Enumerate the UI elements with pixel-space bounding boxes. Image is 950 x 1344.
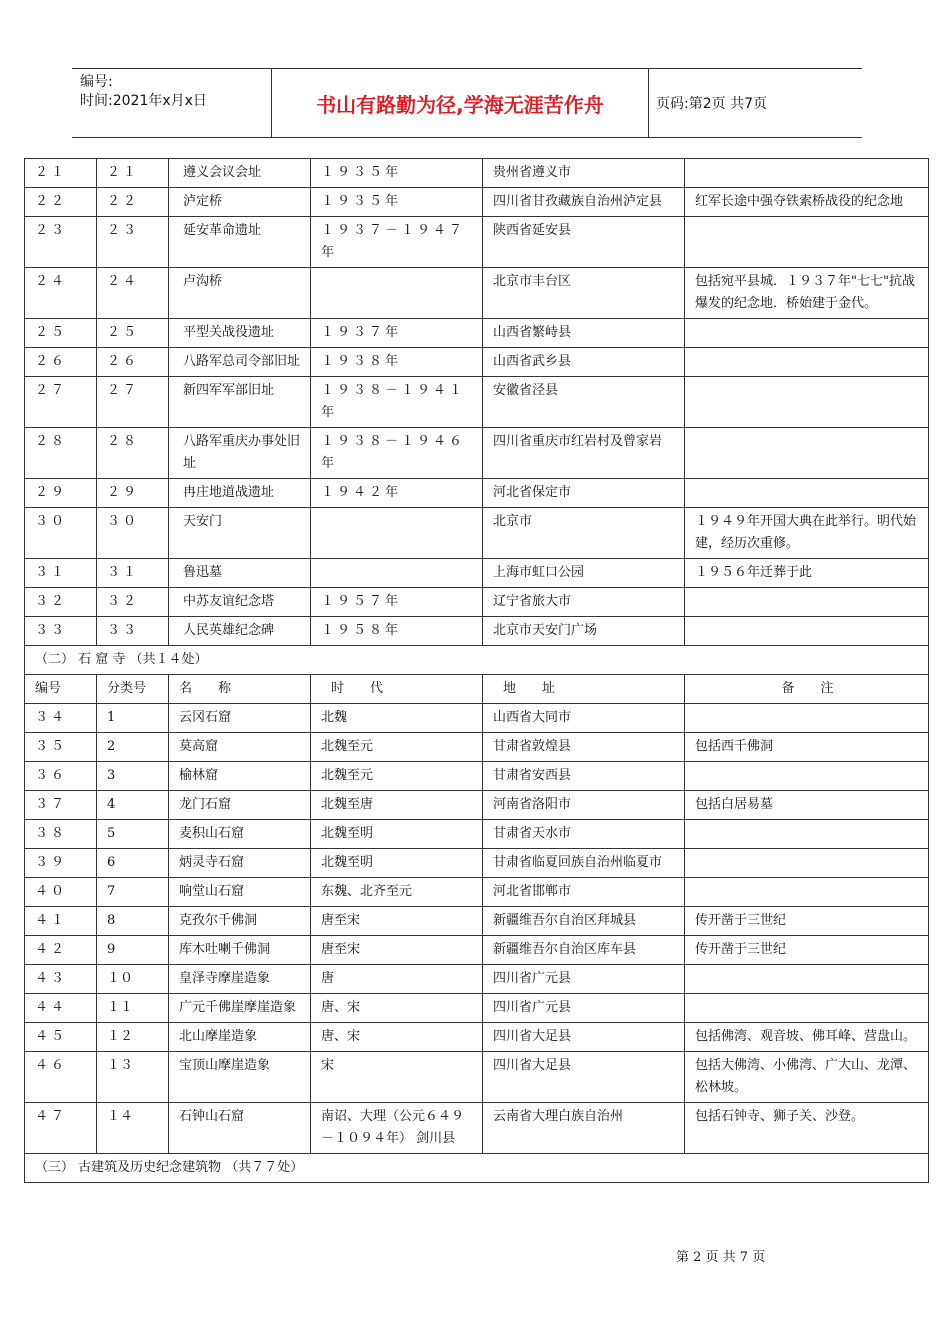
cell-note xyxy=(685,319,929,348)
cell-name: 龙门石窟 xyxy=(169,791,311,820)
cell-name: 卢沟桥 xyxy=(169,268,311,319)
cell-addr: 云南省大理白族自治州 xyxy=(483,1103,685,1154)
cell-cat: ３３ xyxy=(97,617,169,646)
header-page-label: 页码:第2页 共7页 xyxy=(656,96,767,112)
cell-addr: 四川省大足县 xyxy=(483,1052,685,1103)
cell-era: １９５８年 xyxy=(311,617,483,646)
table-row xyxy=(25,762,929,791)
cell-note xyxy=(685,217,929,268)
col-no-header: 编号 xyxy=(25,675,97,704)
cell-no: ３３ xyxy=(25,617,97,646)
header-meta xyxy=(72,69,272,137)
cell-cat: １０ xyxy=(97,965,169,994)
cell-addr: 四川省大足县 xyxy=(483,1023,685,1052)
cell-note xyxy=(685,588,929,617)
cell-era: １９４２年 xyxy=(311,479,483,508)
cell-note xyxy=(685,849,929,878)
cell-cat: 5 xyxy=(97,820,169,849)
cell-no: ２３ xyxy=(25,217,97,268)
table-row xyxy=(25,1023,929,1052)
cell-note: 包括白居易墓 xyxy=(685,791,929,820)
cell-no: ３６ xyxy=(25,762,97,791)
cell-addr: 陕西省延安县 xyxy=(483,217,685,268)
cell-cat: ２５ xyxy=(97,319,169,348)
table-row xyxy=(25,704,929,733)
cell-addr: 新疆维吾尔自治区库车县 xyxy=(483,936,685,965)
cell-no: ３４ xyxy=(25,704,97,733)
cell-era: 北魏至唐 xyxy=(311,791,483,820)
table-row xyxy=(25,1103,929,1154)
cell-cat: ２９ xyxy=(97,479,169,508)
section-3-title: （三） 古建筑及历史纪念建筑物 （共７７处） xyxy=(25,1154,929,1183)
cell-note xyxy=(685,820,929,849)
cell-no: ４７ xyxy=(25,1103,97,1154)
table-row xyxy=(25,319,929,348)
cell-name: 石钟山石窟 xyxy=(169,1103,311,1154)
page-footer: 第 2 页 共 7 页 xyxy=(676,1250,766,1265)
cell-era: １９３７年 xyxy=(311,319,483,348)
cell-cat: １２ xyxy=(97,1023,169,1052)
table-row xyxy=(25,188,929,217)
cell-name: 榆林窟 xyxy=(169,762,311,791)
cell-note: 包括佛湾、观音坡、佛耳峰、营盘山。 xyxy=(685,1023,929,1052)
cell-cat: 6 xyxy=(97,849,169,878)
cell-no: ２８ xyxy=(25,428,97,479)
cell-cat: １１ xyxy=(97,994,169,1023)
cell-no: ２６ xyxy=(25,348,97,377)
table-row xyxy=(25,479,929,508)
cell-note xyxy=(685,762,929,791)
table-row xyxy=(25,508,929,559)
cell-no: ４３ xyxy=(25,965,97,994)
col-note-header: 备 注 xyxy=(685,675,929,704)
column-header-row xyxy=(25,675,929,704)
cell-era: １９３８－１９４１年 xyxy=(311,377,483,428)
cell-era: １９５７年 xyxy=(311,588,483,617)
table-row xyxy=(25,217,929,268)
cell-note: 红军长途中强夺铁索桥战役的纪念地 xyxy=(685,188,929,217)
cell-no: ４２ xyxy=(25,936,97,965)
cell-addr: 四川省广元县 xyxy=(483,994,685,1023)
cell-name: 泸定桥 xyxy=(169,188,311,217)
table-row xyxy=(25,907,929,936)
table-row xyxy=(25,588,929,617)
cell-no: ３７ xyxy=(25,791,97,820)
cell-name: 库木吐喇千佛洞 xyxy=(169,936,311,965)
cell-note xyxy=(685,159,929,188)
cell-era: 宋 xyxy=(311,1052,483,1103)
cell-name: 响堂山石窟 xyxy=(169,878,311,907)
cell-note: １９４９年开国大典在此举行。明代始建，经历次重修。 xyxy=(685,508,929,559)
cell-no: ３２ xyxy=(25,588,97,617)
cell-no: ２９ xyxy=(25,479,97,508)
table-row xyxy=(25,559,929,588)
cell-note: 传开凿于三世纪 xyxy=(685,936,929,965)
cell-no: ２１ xyxy=(25,159,97,188)
cell-cat: 3 xyxy=(97,762,169,791)
cell-addr: 北京市丰台区 xyxy=(483,268,685,319)
cell-cat: ３２ xyxy=(97,588,169,617)
cell-note: 包括西千佛洞 xyxy=(685,733,929,762)
cell-note: 包括石钟寺、狮子关、沙登。 xyxy=(685,1103,929,1154)
cell-addr: 上海市虹口公园 xyxy=(483,559,685,588)
table-row xyxy=(25,965,929,994)
table-row xyxy=(25,617,929,646)
cell-cat: 2 xyxy=(97,733,169,762)
cell-addr: 四川省甘孜藏族自治州泸定县 xyxy=(483,188,685,217)
cell-era: 北魏至明 xyxy=(311,849,483,878)
cell-note xyxy=(685,348,929,377)
cell-name: 八路军总司令部旧址 xyxy=(169,348,311,377)
cell-note xyxy=(685,878,929,907)
cell-no: ２４ xyxy=(25,268,97,319)
table-row xyxy=(25,820,929,849)
cell-name: 遵义会议会址 xyxy=(169,159,311,188)
cell-addr: 新疆维吾尔自治区拜城县 xyxy=(483,907,685,936)
col-addr-header: 地 址 xyxy=(483,675,685,704)
cell-addr: 甘肃省敦煌县 xyxy=(483,733,685,762)
table-row xyxy=(25,994,929,1023)
cell-no: ４５ xyxy=(25,1023,97,1052)
cell-era xyxy=(311,559,483,588)
cell-cat: ３０ xyxy=(97,508,169,559)
table-body-grottoes xyxy=(25,704,929,1154)
table-row xyxy=(25,428,929,479)
cell-cat: 4 xyxy=(97,791,169,820)
cell-addr: 四川省重庆市红岩村及曾家岩 xyxy=(483,428,685,479)
cell-cat: 1 xyxy=(97,704,169,733)
col-era-header: 时 代 xyxy=(311,675,483,704)
cell-name: 平型关战役遗址 xyxy=(169,319,311,348)
cell-no: ４０ xyxy=(25,878,97,907)
cell-name: 广元千佛崖摩崖造象 xyxy=(169,994,311,1023)
cell-no: ３８ xyxy=(25,820,97,849)
cell-name: 冉庄地道战遗址 xyxy=(169,479,311,508)
cell-cat: ２３ xyxy=(97,217,169,268)
cell-addr: 河南省洛阳市 xyxy=(483,791,685,820)
cell-cat: 7 xyxy=(97,878,169,907)
cell-note xyxy=(685,479,929,508)
cell-cat: 8 xyxy=(97,907,169,936)
cell-era: 北魏至元 xyxy=(311,762,483,791)
table-row xyxy=(25,377,929,428)
cell-name: 麦积山石窟 xyxy=(169,820,311,849)
cell-no: ２２ xyxy=(25,188,97,217)
cell-no: ２７ xyxy=(25,377,97,428)
cell-era: １９３５年 xyxy=(311,188,483,217)
cell-cat: 9 xyxy=(97,936,169,965)
section-2-header xyxy=(25,646,929,704)
cell-addr: 安徽省泾县 xyxy=(483,377,685,428)
cell-name: 宝顶山摩崖造象 xyxy=(169,1052,311,1103)
cell-name: 中苏友谊纪念塔 xyxy=(169,588,311,617)
cell-note xyxy=(685,704,929,733)
cell-era: １９３５年 xyxy=(311,159,483,188)
cell-era: 北魏至明 xyxy=(311,820,483,849)
cell-era: 唐至宋 xyxy=(311,907,483,936)
cell-note xyxy=(685,377,929,428)
cell-cat: ２７ xyxy=(97,377,169,428)
cell-era xyxy=(311,268,483,319)
cell-addr: 贵州省遵义市 xyxy=(483,159,685,188)
cell-era: １９３７－１９４７年 xyxy=(311,217,483,268)
cell-name: 克孜尔千佛洞 xyxy=(169,907,311,936)
table-row xyxy=(25,268,929,319)
cell-no: ３５ xyxy=(25,733,97,762)
cell-addr: 山西省大同市 xyxy=(483,704,685,733)
table-row xyxy=(25,936,929,965)
cell-era: １９３８年 xyxy=(311,348,483,377)
cell-no: ３０ xyxy=(25,508,97,559)
time-label: 时间:2021年x月x日 xyxy=(80,93,207,109)
number-label: 编号: xyxy=(80,74,113,90)
cell-name: 北山摩崖造象 xyxy=(169,1023,311,1052)
table-row xyxy=(25,159,929,188)
col-name-header: 名 称 xyxy=(169,675,311,704)
cell-note: １９５６年迁葬于此 xyxy=(685,559,929,588)
cell-era: １９３８－１９４６年 xyxy=(311,428,483,479)
cell-addr: 甘肃省临夏回族自治州临夏市 xyxy=(483,849,685,878)
cell-no: ４１ xyxy=(25,907,97,936)
cell-addr: 甘肃省安西县 xyxy=(483,762,685,791)
cell-note xyxy=(685,617,929,646)
cell-addr: 山西省繁峙县 xyxy=(483,319,685,348)
table-row xyxy=(25,791,929,820)
cell-name: 天安门 xyxy=(169,508,311,559)
cell-era: 北魏至元 xyxy=(311,733,483,762)
page-header xyxy=(72,68,862,138)
cell-note: 包括宛平县城．１９３７年"七七"抗战爆发的纪念地．桥始建于金代。 xyxy=(685,268,929,319)
cell-name: 延安革命遗址 xyxy=(169,217,311,268)
cell-addr: 河北省保定市 xyxy=(483,479,685,508)
section-2-title: （二） 石 窟 寺 （共１４处） xyxy=(25,646,929,675)
cell-no: ３９ xyxy=(25,849,97,878)
cell-addr: 山西省武乡县 xyxy=(483,348,685,377)
cell-cat: ２１ xyxy=(97,159,169,188)
cell-cat: ２８ xyxy=(97,428,169,479)
table-row xyxy=(25,849,929,878)
cell-cat: ２２ xyxy=(97,188,169,217)
cell-addr: 北京市 xyxy=(483,508,685,559)
cell-note xyxy=(685,428,929,479)
cell-addr: 四川省广元县 xyxy=(483,965,685,994)
cell-cat: １４ xyxy=(97,1103,169,1154)
cell-cat: ３１ xyxy=(97,559,169,588)
table-row xyxy=(25,1052,929,1103)
cell-note: 包括大佛湾、小佛湾、广大山、龙潭、松林坡。 xyxy=(685,1052,929,1103)
cell-note xyxy=(685,994,929,1023)
col-cat-header: 分类号 xyxy=(97,675,169,704)
cell-name: 人民英雄纪念碑 xyxy=(169,617,311,646)
cell-name: 云冈石窟 xyxy=(169,704,311,733)
cell-no: ４４ xyxy=(25,994,97,1023)
cell-era xyxy=(311,508,483,559)
cell-name: 炳灵寺石窟 xyxy=(169,849,311,878)
cell-no: ２５ xyxy=(25,319,97,348)
cell-addr: 北京市天安门广场 xyxy=(483,617,685,646)
cell-era: 唐、宋 xyxy=(311,1023,483,1052)
heritage-table xyxy=(24,158,929,1183)
cell-cat: ２４ xyxy=(97,268,169,319)
cell-addr: 河北省邯郸市 xyxy=(483,878,685,907)
table-row xyxy=(25,348,929,377)
cell-name: 莫高窟 xyxy=(169,733,311,762)
cell-cat: １３ xyxy=(97,1052,169,1103)
cell-era: 北魏 xyxy=(311,704,483,733)
cell-addr: 甘肃省天水市 xyxy=(483,820,685,849)
cell-name: 鲁迅墓 xyxy=(169,559,311,588)
cell-cat: ２６ xyxy=(97,348,169,377)
cell-era: 唐至宋 xyxy=(311,936,483,965)
cell-name: 皇泽寺摩崖造象 xyxy=(169,965,311,994)
cell-era: 东魏、北齐至元 xyxy=(311,878,483,907)
cell-name: 新四军军部旧址 xyxy=(169,377,311,428)
table-body-revolutionary xyxy=(25,159,929,646)
header-motto: 书山有路勤为径,学海无涯苦作舟 xyxy=(272,69,649,137)
cell-addr: 辽宁省旅大市 xyxy=(483,588,685,617)
cell-era: 唐 xyxy=(311,965,483,994)
cell-name: 八路军重庆办事处旧址 xyxy=(169,428,311,479)
cell-era: 唐、宋 xyxy=(311,994,483,1023)
table-row xyxy=(25,878,929,907)
cell-note: 传开凿于三世纪 xyxy=(685,907,929,936)
cell-note xyxy=(685,965,929,994)
cell-no: ３１ xyxy=(25,559,97,588)
cell-era: 南诏、大理（公元６４９－１０９４年） 剑川县 xyxy=(311,1103,483,1154)
cell-no: ４６ xyxy=(25,1052,97,1103)
table-row xyxy=(25,733,929,762)
